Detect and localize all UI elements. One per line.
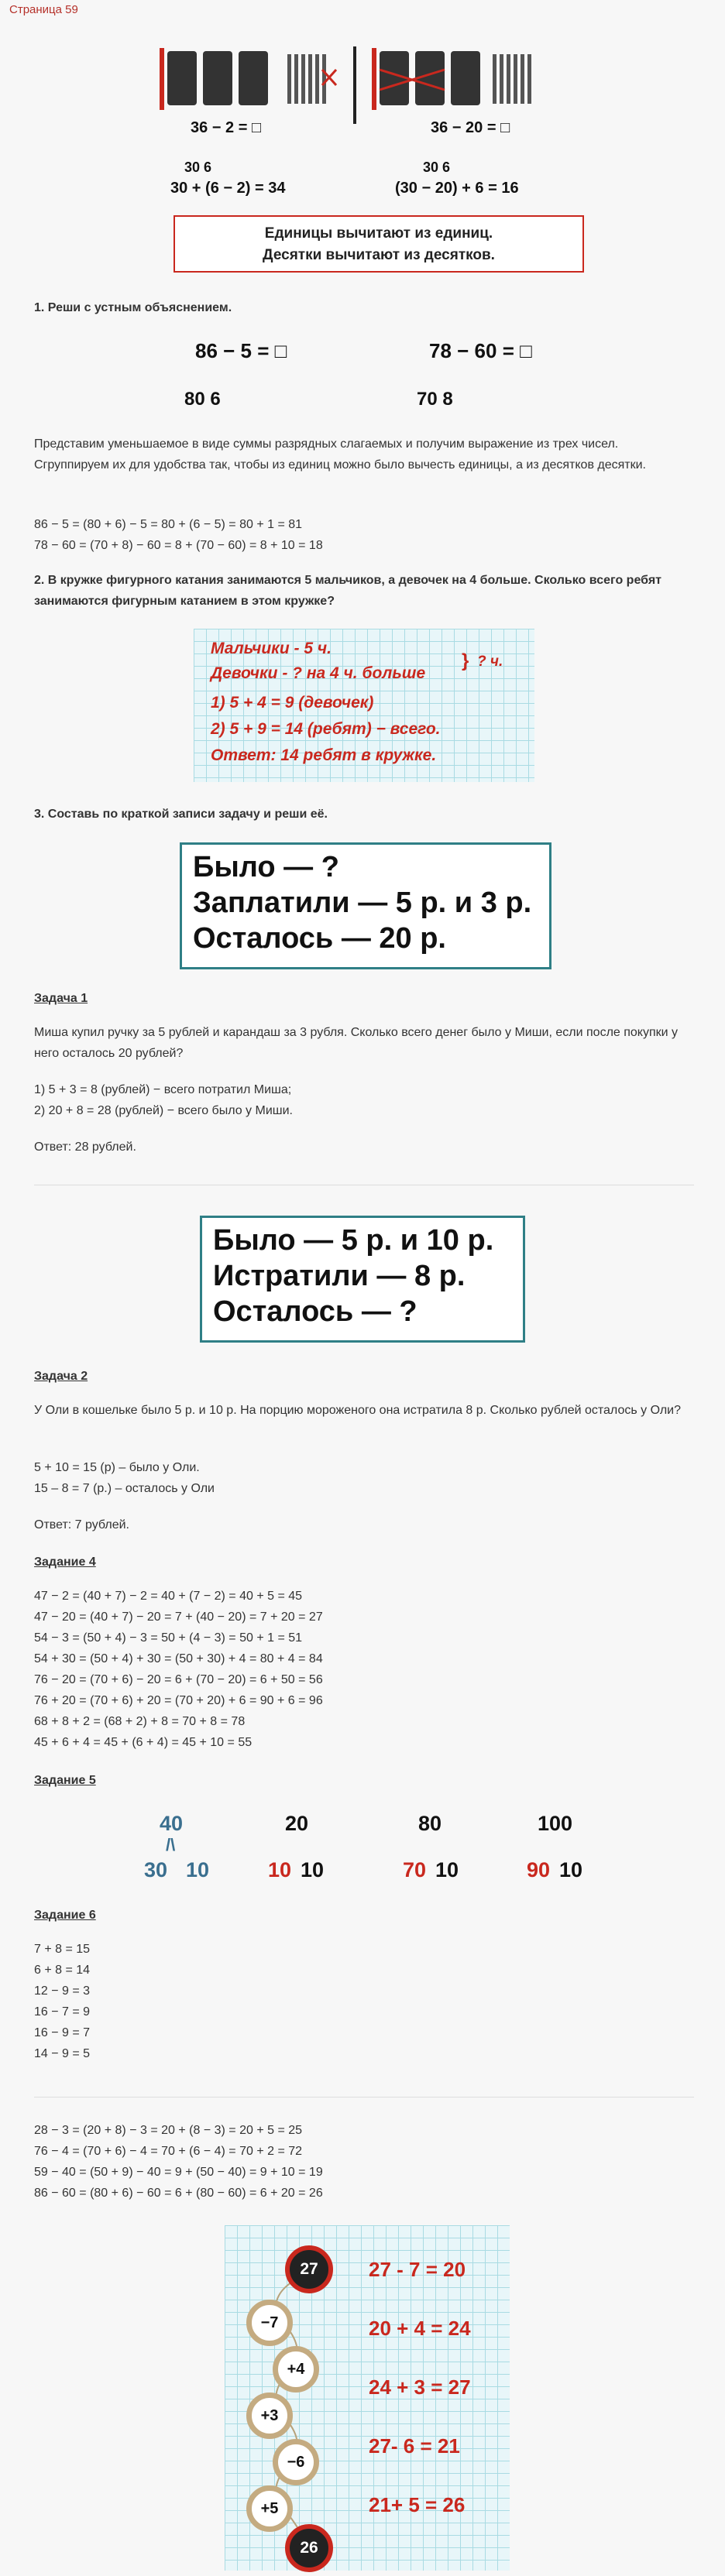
decomp-2-b: 10 <box>301 1858 325 1881</box>
task2-question: ? ч. <box>477 653 503 670</box>
note1-line-2: Заплатили — 5 р. и 3 р. <box>193 887 532 919</box>
decomp-4-top: 100 <box>538 1812 573 1835</box>
decomp-1-a: 30 <box>144 1858 168 1881</box>
task5-decomp-1 <box>144 1812 214 1881</box>
chain-node-7: 26 <box>285 2524 333 2572</box>
chain-node-2: −7 <box>246 2300 293 2346</box>
decomp-3-a: 70 <box>403 1858 427 1881</box>
note2-line-3: Осталось — ? <box>213 1295 417 1328</box>
decomp-1-top: 40 <box>160 1812 184 1835</box>
problem2-step2: 15 – 8 = 7 (р.) – осталось у Оли <box>34 1482 215 1495</box>
problem1-step1: 1) 5 + 3 = 8 (рублей) − всего потратил Миша; <box>34 1083 292 1096</box>
problem1-step2: 2) 20 + 8 = 28 (рублей) − всего было у Миши. <box>34 1104 293 1117</box>
task6-line-4: 16 − 7 = 9 <box>34 2005 91 2019</box>
task1-split2: 70 8 <box>417 389 453 410</box>
short-note-box-1 <box>180 842 551 969</box>
task2-girls: Девочки - ? на 4 ч. больше <box>211 664 426 682</box>
task2-brace: } <box>462 650 469 671</box>
rule-line-1: Единицы вычитают из единиц. <box>264 225 493 242</box>
top-illustration <box>160 46 586 279</box>
decomp-1-branch: /\ <box>166 1835 176 1854</box>
chain-node-3: +4 <box>273 2346 319 2392</box>
chain-result-3: 24 + 3 = 27 <box>369 2375 471 2399</box>
task5-decomp-2 <box>268 1812 338 1881</box>
task1-expr1: 86 − 5 = □ <box>195 339 287 362</box>
problem1-text: Миша купил ручку за 5 рублей и карандаш за 3 рубля. Сколько всего денег было у Миши, если после покупки у него осталось 20 рублей? <box>34 1026 679 1060</box>
note2-line-2: Истратили — 8 р. <box>213 1260 466 1292</box>
task6-line2-2: 76 − 4 = (70 + 6) − 4 = 70 + (6 − 4) = 70 + 2 = 72 <box>34 2145 303 2158</box>
task1-split1: 80 6 <box>184 389 221 410</box>
task4-line-7: 68 + 8 + 2 = (68 + 2) + 8 = 70 + 8 = 78 <box>34 1715 246 1728</box>
task4-line-2: 47 − 20 = (40 + 7) − 20 = 7 + (40 − 20) = 7 + 20 = 27 <box>34 1610 323 1624</box>
task2-step1: 1) 5 + 4 = 9 (девочек) <box>211 694 374 712</box>
top-right-split: 30 6 <box>423 159 451 175</box>
problem2-answer: Ответ: 7 рублей. <box>34 1518 129 1532</box>
task4-line-4: 54 + 30 = (50 + 4) + 30 = (50 + 30) + 4 = 80 + 4 = 84 <box>34 1652 323 1665</box>
task1-heading: 1. Реши с устным объяснением. <box>34 301 232 314</box>
problem1-title: Задача 1 <box>34 992 88 1005</box>
decomp-4-b: 10 <box>559 1858 583 1881</box>
chain-node-5: −6 <box>273 2439 319 2485</box>
task1-expr2: 78 − 60 = □ <box>429 339 532 362</box>
chain-result-4: 27- 6 = 21 <box>369 2434 460 2458</box>
task4-line-3: 54 − 3 = (50 + 4) − 3 = 50 + (4 − 3) = 50 + 1 = 51 <box>34 1631 303 1645</box>
chain-result-1: 27 - 7 = 20 <box>369 2258 466 2281</box>
top-left-split: 30 6 <box>184 159 212 175</box>
decomp-2-a: 10 <box>268 1858 292 1881</box>
divider-2 <box>34 2097 694 2098</box>
task3-heading: 3. Составь по краткой записи задачу и реши её. <box>34 808 328 821</box>
task4-line-1: 47 − 2 = (40 + 7) − 2 = 40 + (7 − 2) = 40 + 5 = 45 <box>34 1590 303 1603</box>
top-left-result: 30 + (6 − 2) = 34 <box>170 180 286 197</box>
task1-explanation: Представим уменьшаемое в виде суммы разрядных слагаемых и получим выражение из трех чисел. Сгруппируем их для удобства так, чтобы из единиц можно было вычесть единицы, а из десятков десятки. <box>34 437 646 472</box>
rule-box <box>174 215 584 273</box>
task6-line2-3: 59 − 40 = (50 + 9) − 40 = 9 + (50 − 40) = 9 + 10 = 19 <box>34 2166 323 2179</box>
task2-heading: 2. В кружке фигурного катания занимаются 5 мальчиков, а девочек на 4 больше. Сколько всего ребят занимаются фигурным катанием в этом кружке? <box>34 574 661 608</box>
top-right-result: (30 − 20) + 6 = 16 <box>395 180 519 197</box>
decomp-4-a: 90 <box>527 1858 551 1881</box>
task6-line-1: 7 + 8 = 15 <box>34 1943 91 1956</box>
problem1-answer: Ответ: 28 рублей. <box>34 1141 136 1154</box>
task1-line2: 78 − 60 = (70 + 8) − 60 = 8 + (70 − 60) = 8 + 10 = 18 <box>34 539 323 552</box>
bundles-picture <box>160 46 586 124</box>
task2-answer: Ответ: 14 ребят в кружке. <box>211 746 437 764</box>
chain-node-1: 27 <box>285 2245 333 2293</box>
note2-line-1: Было — 5 р. и 10 р. <box>213 1224 494 1257</box>
chain-node-6: +5 <box>246 2485 293 2532</box>
top-right-expr: 36 − 20 = □ <box>431 119 510 136</box>
problem2-text: У Оли в кошельке было 5 р. и 10 р. На порцию мороженого она истратила 8 р. Сколько рублей осталось у Оли? <box>34 1404 681 1417</box>
task6-line2-4: 86 − 60 = (80 + 6) − 60 = 6 + (80 − 60) = 6 + 20 = 26 <box>34 2187 323 2200</box>
task2-notebook <box>194 629 534 782</box>
decomp-2-top: 20 <box>285 1812 309 1835</box>
chain-node-4: +3 <box>246 2392 293 2439</box>
task2-boys: Мальчики - 5 ч. <box>211 640 332 657</box>
problem2-title: Задача 2 <box>34 1370 88 1383</box>
task4-line-8: 45 + 6 + 4 = 45 + (6 + 4) = 45 + 10 = 55 <box>34 1736 253 1749</box>
task1-line1: 86 − 5 = (80 + 6) − 5 = 80 + (6 − 5) = 80 + 1 = 81 <box>34 518 303 531</box>
decomp-1-b: 10 <box>186 1858 210 1881</box>
decomp-3-top: 80 <box>418 1812 442 1835</box>
note1-line-1: Было — ? <box>193 851 339 883</box>
task6-line-3: 12 − 9 = 3 <box>34 1984 91 1998</box>
decomp-3-b: 10 <box>435 1858 459 1881</box>
task4-line-6: 76 + 20 = (70 + 6) + 20 = (70 + 20) + 6 = 90 + 6 = 96 <box>34 1694 323 1707</box>
task6-line-2: 6 + 8 = 14 <box>34 1964 91 1977</box>
note1-line-3: Осталось — 20 р. <box>193 922 446 955</box>
task4-title: Задание 4 <box>34 1556 96 1569</box>
rule-line-2: Десятки вычитают из десятков. <box>263 247 495 263</box>
chain-result-5: 21+ 5 = 26 <box>369 2493 466 2516</box>
task6-line-6: 14 − 9 = 5 <box>34 2047 91 2060</box>
task2-step2: 2) 5 + 9 = 14 (ребят) − всего. <box>211 720 441 738</box>
task6-line2-1: 28 − 3 = (20 + 8) − 3 = 20 + (8 − 3) = 20 + 5 = 25 <box>34 2124 303 2137</box>
task5-decomp-4 <box>527 1812 612 1881</box>
short-note-box-2 <box>200 1216 525 1343</box>
task5-decomp-3 <box>403 1812 472 1881</box>
task5-title: Задание 5 <box>34 1774 96 1787</box>
chain-result-2: 20 + 4 = 24 <box>369 2317 471 2340</box>
page-title: Страница 59 <box>9 3 78 16</box>
chain-notebook <box>225 2225 510 2571</box>
task4-line-5: 76 − 20 = (70 + 6) − 20 = 6 + (70 − 20) = 6 + 50 = 56 <box>34 1673 323 1686</box>
task6-title: Задание 6 <box>34 1909 96 1922</box>
task6-line-5: 16 − 9 = 7 <box>34 2026 91 2039</box>
top-left-expr: 36 − 2 = □ <box>191 119 262 136</box>
problem2-step1: 5 + 10 = 15 (р) – было у Оли. <box>34 1461 200 1474</box>
